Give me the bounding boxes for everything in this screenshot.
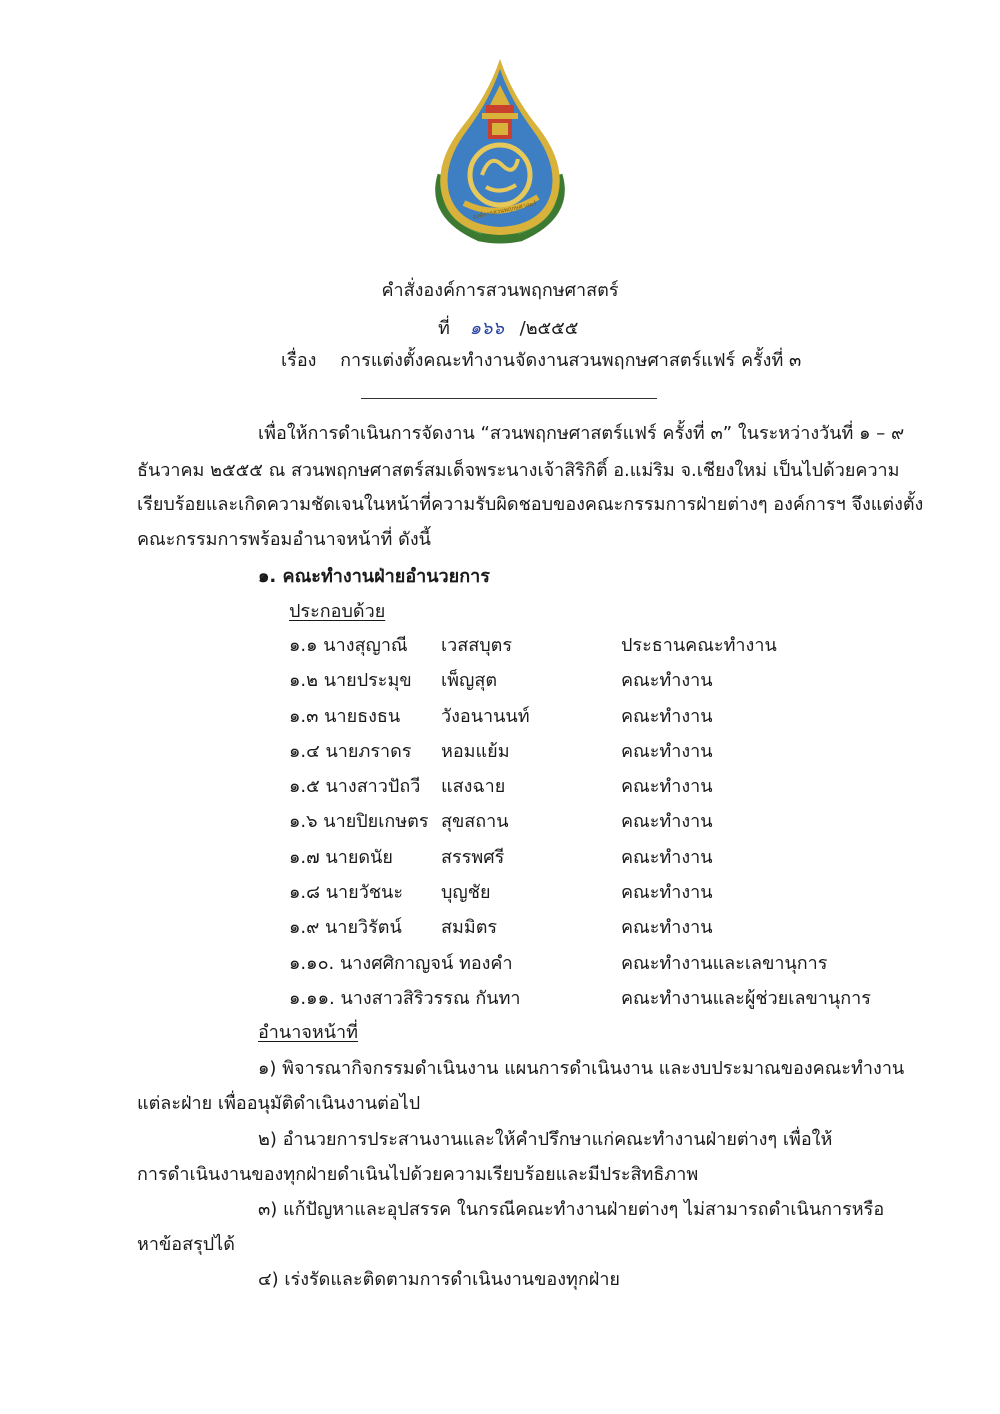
member-surname: เพ็ญสุต xyxy=(441,670,498,691)
member-surname: วังอนานนท์ xyxy=(441,706,530,727)
member-row xyxy=(0,665,1000,695)
intro-line-3: เรียบร้อยและเกิดความชัดเจนในหน้าที่ความรับผิดชอบของคณะกรรมการฝ่ายต่างๆ องค์การฯ จึงแต่งตั้ง xyxy=(137,494,924,515)
member-role: คณะทำงาน xyxy=(621,917,713,938)
member-row xyxy=(0,630,1000,660)
order-number-prefix: ที่ xyxy=(438,318,450,339)
member-name: ๑.๘ นายวัชนะ xyxy=(289,882,404,903)
member-role: คณะทำงาน xyxy=(621,741,713,762)
member-name: ๑.๖ นายปิยเกษตร xyxy=(289,811,429,832)
member-role: คณะทำงานและเลขานุการ xyxy=(621,953,828,974)
member-name: ๑.๕ นางสาวปัถวี xyxy=(289,776,421,797)
subject-label: เรื่อง xyxy=(281,350,317,371)
member-surname: หอมแย้ม xyxy=(441,741,510,762)
member-role: คณะทำงาน xyxy=(621,706,713,727)
member-role: คณะทำงาน xyxy=(621,882,713,903)
member-name: ๑.๙ นายวิรัตน์ xyxy=(289,917,402,938)
intro-line-2: ธันวาคม ๒๕๕๕ ณ สวนพฤกษศาสตร์สมเด็จพระนางเจ้าสิริกิติ์ อ.แม่ริม จ.เชียงใหม่ เป็นไปด้วยความ xyxy=(137,460,900,481)
duties-label: อำนาจหน้าที่ xyxy=(258,1022,359,1043)
composed-of-label: ประกอบด้วย xyxy=(289,601,386,622)
member-row xyxy=(0,983,1000,1013)
duty-1-line-2: แต่ละฝ่าย เพื่ออนุมัติดำเนินงานต่อไป xyxy=(137,1093,421,1114)
member-name: ๑.๒ นายประมุข xyxy=(289,670,412,691)
member-name: ๑.๗ นายดนัย xyxy=(289,847,393,868)
logo-emblem-icon xyxy=(420,55,580,245)
order-subject xyxy=(281,345,801,374)
member-name: ๑.๑ นางสุญาณี xyxy=(289,635,408,656)
member-surname: สมมิตร xyxy=(441,917,498,938)
duty-2-line-1: ๒) อำนวยการประสานงานและให้คำปรึกษาแก่คณะทำงานฝ่ายต่างๆ เพื่อให้ xyxy=(258,1129,833,1150)
member-name: ๑.๑๑. นางสาวสิริวรรณ กันทา xyxy=(289,988,521,1009)
duty-3-line-2: หาข้อสรุปได้ xyxy=(137,1234,235,1255)
order-number-year: /๒๕๕๕ xyxy=(519,318,579,339)
organization-logo xyxy=(420,55,580,245)
member-row xyxy=(0,736,1000,766)
intro-line-4: คณะกรรมการพร้อมอำนาจหน้าที่ ดังนี้ xyxy=(137,529,431,550)
member-surname: บุญชัย xyxy=(441,882,491,903)
member-surname: สรรพศรี xyxy=(441,847,505,868)
header-divider xyxy=(361,398,657,399)
member-row xyxy=(0,948,1000,978)
member-row xyxy=(0,771,1000,801)
member-surname: สุขสถาน xyxy=(441,811,509,832)
member-role: คณะทำงาน xyxy=(621,776,713,797)
member-role: คณะทำงาน xyxy=(621,847,713,868)
member-name: ๑.๔ นายภราดร xyxy=(289,741,412,762)
duty-3-line-1: ๓) แก้ปัญหาและอุปสรรค ในกรณีคณะทำงานฝ่ายต่างๆ ไม่สามารถดำเนินการหรือ xyxy=(258,1199,885,1220)
member-name: ๑.๓ นายธงธน xyxy=(289,706,401,727)
duty-2-line-2: การดำเนินงานของทุกฝ่ายดำเนินไปด้วยความเรียบร้อยและมีประสิทธิภาพ xyxy=(137,1164,699,1185)
member-surname: แสงฉาย xyxy=(441,776,506,797)
section-heading: ๑. คณะทำงานฝ่ายอำนวยการ xyxy=(258,566,490,587)
subject-text: การแต่งตั้งคณะทำงานจัดงานสวนพฤกษศาสตร์แฟร์ ครั้งที่ ๓ xyxy=(340,350,802,371)
member-role: คณะทำงาน xyxy=(621,670,713,691)
order-title: คำสั่งองค์การสวนพฤกษศาสตร์ xyxy=(381,280,619,301)
duty-4-line-1: ๔) เร่งรัดและติดตามการดำเนินงานของทุกฝ่าย xyxy=(258,1269,620,1290)
order-number xyxy=(438,313,578,342)
member-row xyxy=(0,806,1000,836)
member-row xyxy=(0,701,1000,731)
member-row xyxy=(0,877,1000,907)
member-row xyxy=(0,842,1000,872)
logo-text: องค์การสวนพฤกษศาสตร์ xyxy=(472,200,538,221)
member-role: คณะทำงานและผู้ช่วยเลขานุการ xyxy=(621,988,871,1009)
member-role: ประธานคณะทำงาน xyxy=(621,635,777,656)
intro-line-1: เพื่อให้การดำเนินการจัดงาน “สวนพฤกษศาสตร์แฟร์ ครั้งที่ ๓” ในระหว่างวันที่ ๑ – ๙ xyxy=(258,423,905,444)
member-row xyxy=(0,912,1000,942)
duty-1-line-1: ๑) พิจารณากิจกรรมดำเนินงาน แผนการดำเนินงาน และงบประมาณของคณะทำงาน xyxy=(258,1058,905,1079)
order-number-handwritten: ๑๖๖ xyxy=(469,318,504,339)
member-role: คณะทำงาน xyxy=(621,811,713,832)
member-surname: เวสสบุตร xyxy=(441,635,513,656)
member-name: ๑.๑๐. นางศศิกาญจน์ ทองคำ xyxy=(289,953,513,974)
